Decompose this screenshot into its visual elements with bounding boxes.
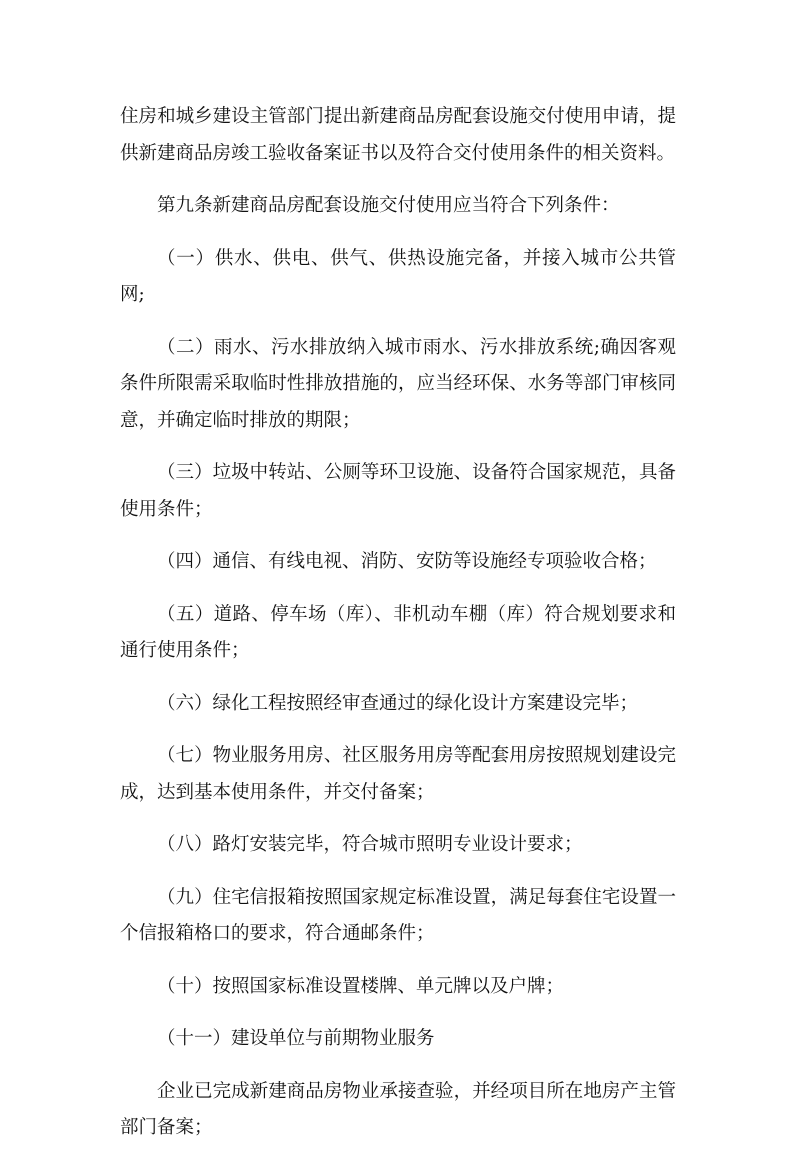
paragraph-article-9: 第九条新建商品房配套设施交付使用应当符合下列条件：: [157, 195, 620, 216]
paragraph-item-1: （一）供水、供电、供气、供热设施完备，并接入城市公共管网;: [120, 247, 676, 305]
paragraph-item-11-continued: 企业已完成新建商品房物业承接查验，并经项目所在地房产主管部门备案；: [120, 1080, 676, 1138]
paragraph-item-2: （二）雨水、污水排放纳入城市雨水、污水排放系统;确因客观条件所限需采取临时性排放措施的，应当经环保、水务等部门审核同意，并确定临时排放的期限；: [120, 336, 676, 431]
paragraph-item-10: （十）按照国家标准设置楼牌、单元牌以及户牌；: [157, 975, 565, 997]
paragraph-item-8: （八）路灯安装完毕，符合城市照明专业设计要求；: [157, 834, 583, 855]
paragraph-item-6: （六）绿化工程按照经审查通过的绿化设计方案建设完毕；: [157, 692, 639, 714]
document-body: [120, 99, 676, 1163]
paragraph-item-5: （五）道路、停车场（库）、非机动车棚（库）符合规划要求和通行使用条件；: [120, 603, 676, 661]
paragraph-item-7: （七）物业服务用房、社区服务用房等配套用房按照规划建设完成，达到基本使用条件，并交付备案；: [120, 745, 676, 803]
paragraph-continuation: 住房和城乡建设主管部门提出新建商品房配套设施交付使用申请，提供新建商品房竣工验收备案证书以及符合交付使用条件的相关资料。: [120, 106, 676, 164]
paragraph-item-9: （九）住宅信报箱按照国家规定标准设置，满足每套住宅设置一个信报箱格口的要求，符合通邮条件；: [120, 886, 676, 944]
paragraph-item-4: （四）通信、有线电视、消防、安防等设施经专项验收合格；: [157, 551, 657, 572]
paragraph-item-11: （十一）建设单位与前期物业服务: [157, 1028, 435, 1049]
paragraph-item-3: （三）垃圾中转站、公厕等环卫设施、设备符合国家规范，具备使用条件；: [120, 462, 676, 520]
